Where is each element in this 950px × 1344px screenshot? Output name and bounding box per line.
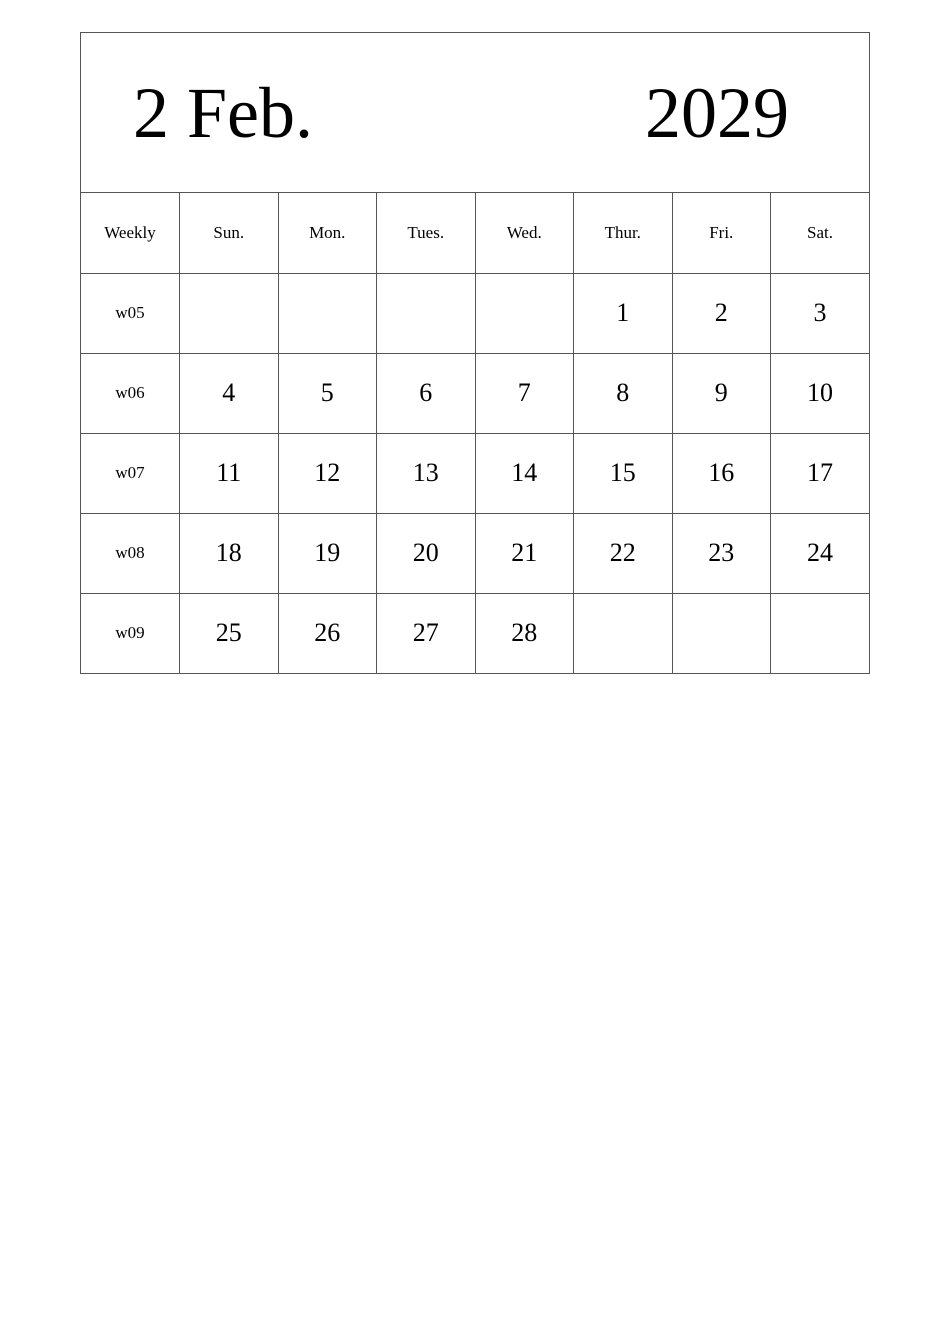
day-cell: 20 (377, 513, 476, 593)
day-cell: 22 (574, 513, 673, 593)
day-cell: 7 (475, 353, 574, 433)
day-cell (475, 273, 574, 353)
day-cell: 9 (672, 353, 771, 433)
calendar-grid (81, 193, 869, 673)
day-cell (771, 593, 870, 673)
year-title: 2029 (645, 73, 789, 153)
weekday-header-sun: Sun. (180, 193, 279, 273)
day-cell: 17 (771, 433, 870, 513)
calendar-header (81, 33, 869, 193)
day-cell: 21 (475, 513, 574, 593)
day-cell: 3 (771, 273, 870, 353)
week-row (81, 513, 869, 593)
week-number: w09 (81, 593, 180, 673)
day-cell: 11 (180, 433, 279, 513)
day-cell (672, 593, 771, 673)
week-row (81, 593, 869, 673)
weekday-header-thu: Thur. (574, 193, 673, 273)
weekday-header-mon: Mon. (278, 193, 377, 273)
day-cell: 27 (377, 593, 476, 673)
day-cell: 25 (180, 593, 279, 673)
week-number: w05 (81, 273, 180, 353)
week-row (81, 433, 869, 513)
day-cell: 4 (180, 353, 279, 433)
weekday-header-wed: Wed. (475, 193, 574, 273)
day-cell: 19 (278, 513, 377, 593)
day-cell: 26 (278, 593, 377, 673)
weekday-header-tue: Tues. (377, 193, 476, 273)
day-cell: 12 (278, 433, 377, 513)
week-number: w08 (81, 513, 180, 593)
day-cell: 8 (574, 353, 673, 433)
calendar (80, 32, 870, 674)
day-cell: 1 (574, 273, 673, 353)
day-cell (574, 593, 673, 673)
day-cell: 18 (180, 513, 279, 593)
week-number: w07 (81, 433, 180, 513)
day-cell: 13 (377, 433, 476, 513)
weekday-header-sat: Sat. (771, 193, 870, 273)
week-row (81, 273, 869, 353)
weekly-column-header: Weekly (81, 193, 180, 273)
day-cell (278, 273, 377, 353)
day-cell: 16 (672, 433, 771, 513)
day-cell: 5 (278, 353, 377, 433)
day-cell: 6 (377, 353, 476, 433)
day-cell (180, 273, 279, 353)
day-cell: 10 (771, 353, 870, 433)
week-row (81, 353, 869, 433)
day-cell: 28 (475, 593, 574, 673)
day-cell (377, 273, 476, 353)
week-number: w06 (81, 353, 180, 433)
day-cell: 24 (771, 513, 870, 593)
month-title: 2 Feb. (133, 73, 313, 153)
day-cell: 23 (672, 513, 771, 593)
day-cell: 15 (574, 433, 673, 513)
day-cell: 14 (475, 433, 574, 513)
weekday-header-row (81, 193, 869, 273)
day-cell: 2 (672, 273, 771, 353)
weekday-header-fri: Fri. (672, 193, 771, 273)
